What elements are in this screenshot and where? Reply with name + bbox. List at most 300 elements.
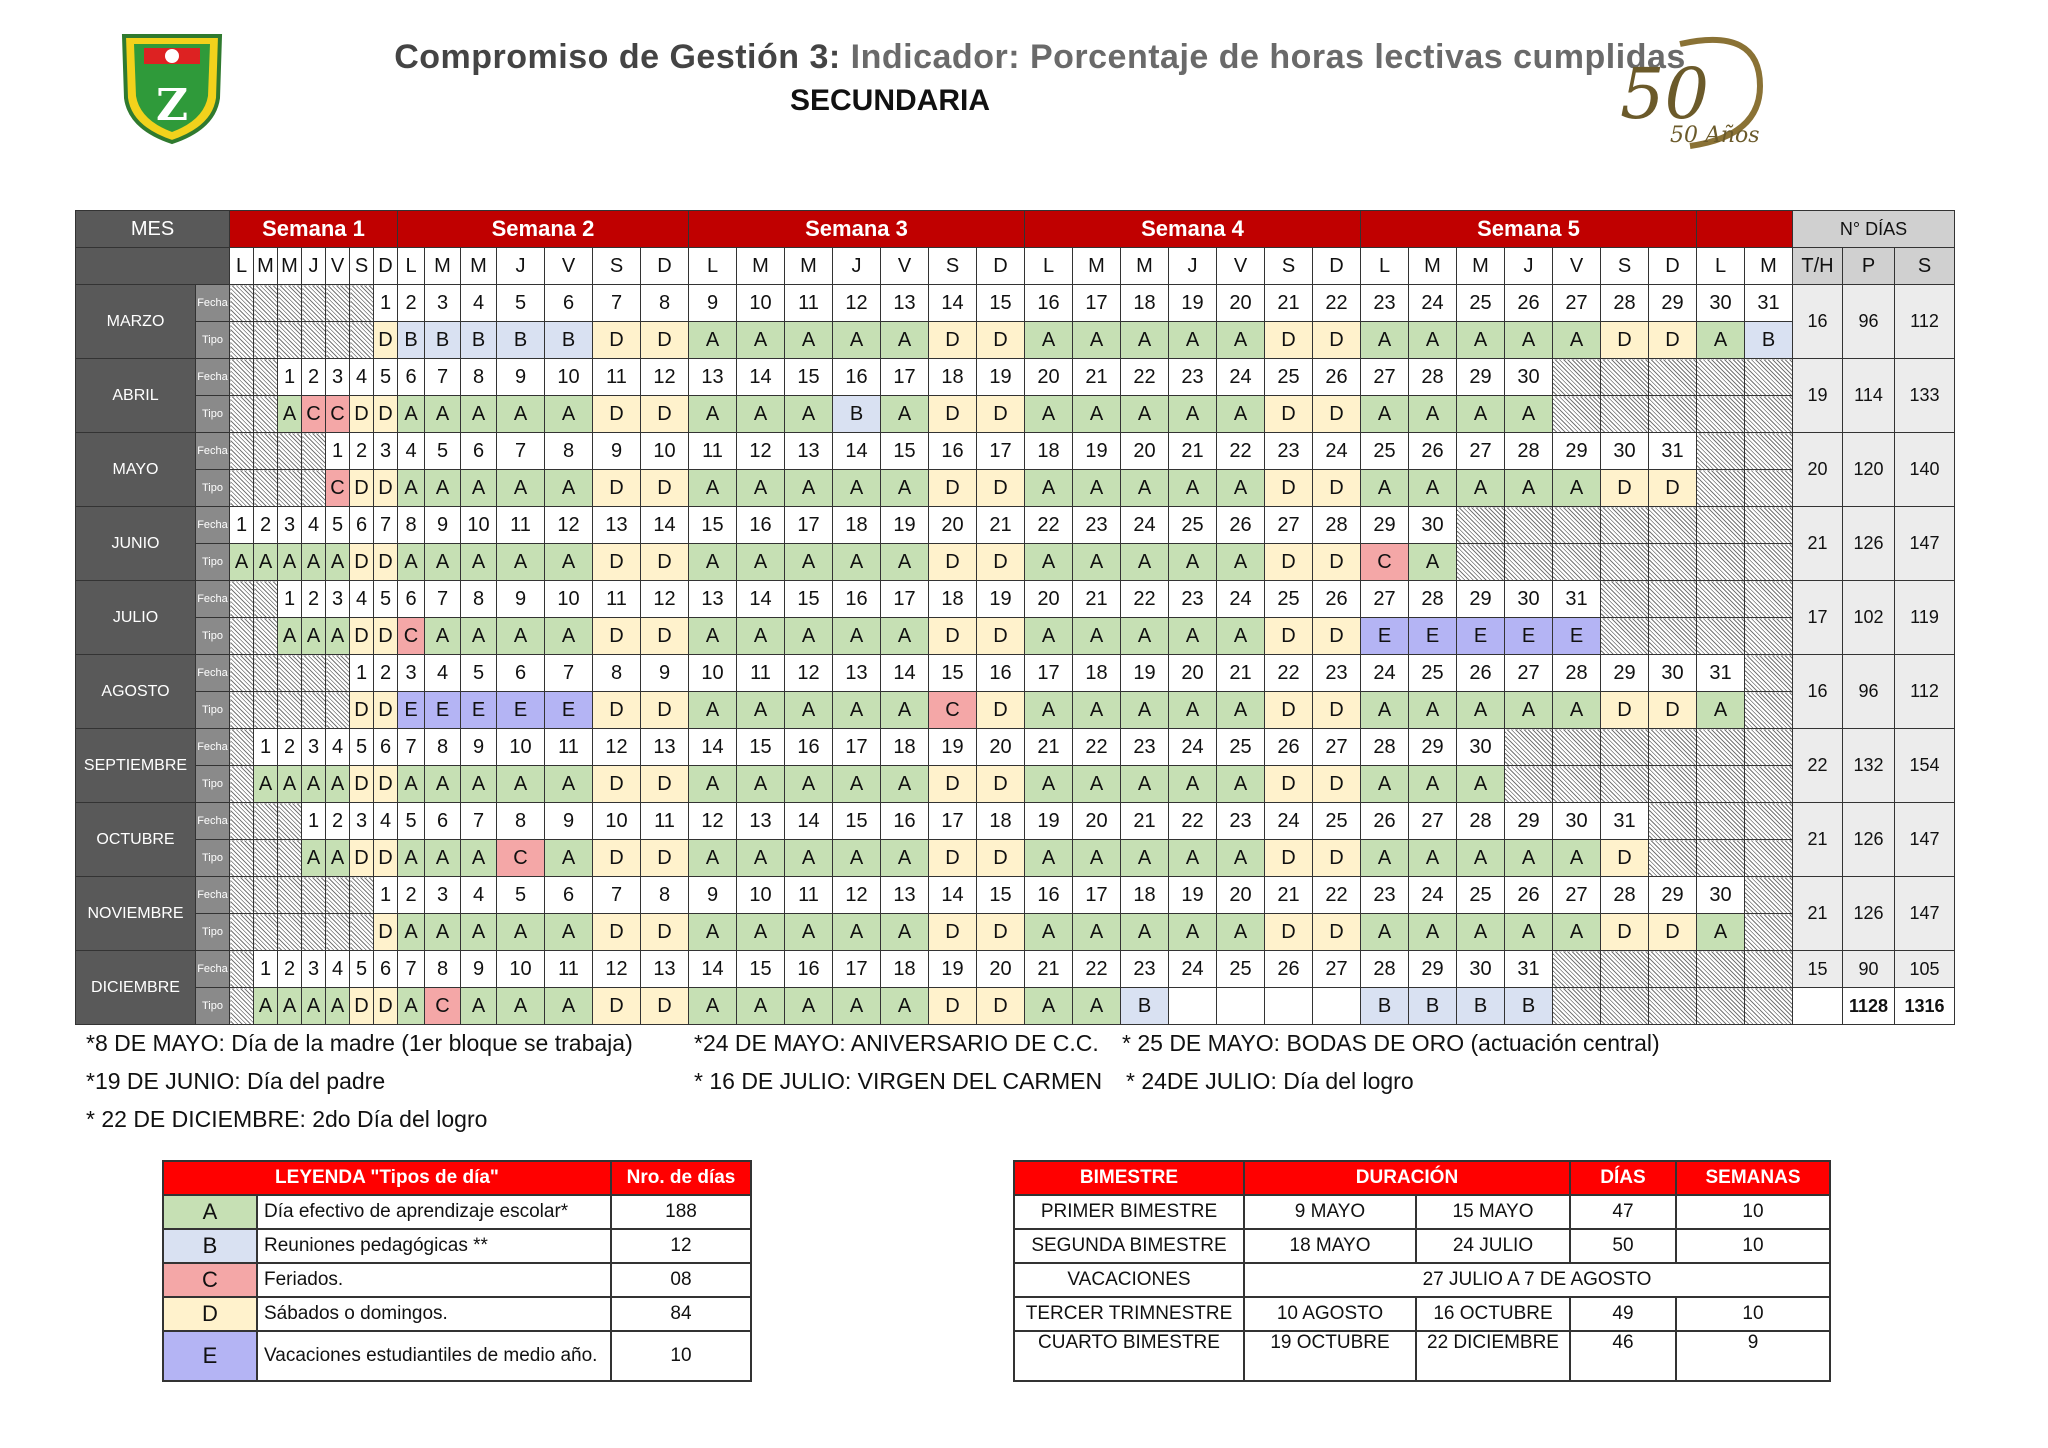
day-type: D xyxy=(593,470,641,507)
day-letter: M xyxy=(1457,248,1505,285)
empty-day xyxy=(230,951,254,988)
day-number: 22 xyxy=(1121,581,1169,618)
empty-day xyxy=(230,470,254,507)
day-number: 2 xyxy=(278,729,302,766)
day-number: 2 xyxy=(350,433,374,470)
day-number: 20 xyxy=(1025,581,1073,618)
day-type: D xyxy=(977,618,1025,655)
day-number: 29 xyxy=(1505,803,1553,840)
empty-day xyxy=(1745,729,1793,766)
day-type: B xyxy=(833,396,881,433)
day-type: E xyxy=(398,692,425,729)
day-type: D xyxy=(929,840,977,877)
tipo-label: Tipo xyxy=(196,766,230,803)
note: *8 DE MAYO: Día de la madre (1er bloque se trabaja) xyxy=(86,1030,633,1056)
day-number: 10 xyxy=(497,951,545,988)
day-number: 12 xyxy=(641,359,689,396)
day-number: 9 xyxy=(461,729,497,766)
legend-header: LEYENDA "Tipos de día" xyxy=(163,1161,611,1195)
day-number: 20 xyxy=(977,951,1025,988)
empty-day xyxy=(230,322,254,359)
day-type: A xyxy=(398,840,425,877)
bim-name: CUARTO BIMESTRE xyxy=(1014,1331,1244,1381)
day-number: 15 xyxy=(977,877,1025,914)
day-number: 11 xyxy=(785,877,833,914)
day-type: A xyxy=(1073,840,1121,877)
day-type: D xyxy=(929,322,977,359)
day-type: D xyxy=(929,988,977,1025)
total-p: 114 xyxy=(1843,359,1895,433)
day-number: 12 xyxy=(833,285,881,322)
day-number: 16 xyxy=(1025,877,1073,914)
day-number: 12 xyxy=(593,951,641,988)
day-type: A xyxy=(1025,914,1073,951)
day-number: 14 xyxy=(737,581,785,618)
day-number: 3 xyxy=(302,729,326,766)
day-type: A xyxy=(1409,914,1457,951)
bim-from: 9 MAYO xyxy=(1244,1195,1416,1229)
week-header: Semana 3 xyxy=(689,211,1025,248)
day-number: 1 xyxy=(254,951,278,988)
empty-day xyxy=(254,396,278,433)
day-type: D xyxy=(929,766,977,803)
day-type: A xyxy=(425,914,461,951)
tipo-label: Tipo xyxy=(196,988,230,1025)
day-number: 30 xyxy=(1601,433,1649,470)
total-p: 96 xyxy=(1843,285,1895,359)
day-type: A xyxy=(398,914,425,951)
day-number: 22 xyxy=(1217,433,1265,470)
day-number: 15 xyxy=(833,803,881,840)
legend-count: 08 xyxy=(611,1263,751,1297)
day-type: A xyxy=(785,396,833,433)
day-number: 18 xyxy=(1025,433,1073,470)
day-type: A xyxy=(1217,692,1265,729)
day-type: D xyxy=(374,840,398,877)
day-number: 22 xyxy=(1073,729,1121,766)
day-type: B xyxy=(461,322,497,359)
day-type: A xyxy=(1361,766,1409,803)
day-type: A xyxy=(398,544,425,581)
day-letter: L xyxy=(1025,248,1073,285)
day-number: 4 xyxy=(326,951,350,988)
day-number: 5 xyxy=(497,877,545,914)
day-type: A xyxy=(398,988,425,1025)
day-number: 28 xyxy=(1409,359,1457,396)
note: * 16 DE JULIO: VIRGEN DEL CARMEN xyxy=(694,1068,1103,1094)
day-number: 19 xyxy=(1025,803,1073,840)
day-letter: S xyxy=(350,248,374,285)
empty-day xyxy=(1553,507,1601,544)
day-type: D xyxy=(1265,840,1313,877)
day-type: D xyxy=(1313,618,1361,655)
day-type: A xyxy=(1505,840,1553,877)
day-type: A xyxy=(689,396,737,433)
day-number: 21 xyxy=(1265,285,1313,322)
day-number: 29 xyxy=(1649,877,1697,914)
day-type: D xyxy=(929,914,977,951)
empty-day xyxy=(1745,359,1793,396)
day-type: E xyxy=(1361,618,1409,655)
total-s: 147 xyxy=(1895,803,1955,877)
tipo-label: Tipo xyxy=(196,914,230,951)
day-number: 22 xyxy=(1265,655,1313,692)
day-type: A xyxy=(545,544,593,581)
day-type: B xyxy=(1409,988,1457,1025)
day-type: D xyxy=(929,396,977,433)
empty-day xyxy=(278,803,302,840)
bim-header: SEMANAS xyxy=(1676,1161,1830,1195)
day-type: A xyxy=(881,618,929,655)
day-type: A xyxy=(833,544,881,581)
day-type: A xyxy=(1409,322,1457,359)
day-number: 12 xyxy=(785,655,833,692)
bimestre-table xyxy=(1013,1160,1831,1382)
month-name: OCTUBRE xyxy=(76,803,196,877)
day-number: 31 xyxy=(1601,803,1649,840)
empty-day xyxy=(254,914,278,951)
day-number: 9 xyxy=(425,507,461,544)
day-type: D xyxy=(350,470,374,507)
legend-label: Feriados. xyxy=(257,1263,611,1297)
day-number: 24 xyxy=(1361,655,1409,692)
day-type: A xyxy=(1073,988,1121,1025)
day-number: 8 xyxy=(461,359,497,396)
fecha-label: Fecha xyxy=(196,951,230,988)
day-number: 8 xyxy=(425,951,461,988)
day-type: A xyxy=(425,544,461,581)
day-number: 24 xyxy=(1217,359,1265,396)
day-type: D xyxy=(350,988,374,1025)
day-type: D xyxy=(374,914,398,951)
day-type: A xyxy=(302,988,326,1025)
legend-label: Reuniones pedagógicas ** xyxy=(257,1229,611,1263)
day-number: 5 xyxy=(461,655,497,692)
day-number: 4 xyxy=(425,655,461,692)
day-number: 26 xyxy=(1265,951,1313,988)
day-number: 10 xyxy=(641,433,689,470)
day-number: 9 xyxy=(689,877,737,914)
title-rest: Indicador: Porcentaje de horas lectivas cumplidas xyxy=(850,38,1686,76)
day-type: A xyxy=(1121,396,1169,433)
note: *24 DE MAYO: ANIVERSARIO DE C.C. xyxy=(694,1030,1099,1056)
day-number: 17 xyxy=(1073,877,1121,914)
day-type: D xyxy=(1313,766,1361,803)
day-number: 28 xyxy=(1361,951,1409,988)
day-type-empty xyxy=(1313,988,1361,1025)
empty-day xyxy=(230,655,254,692)
empty-day xyxy=(278,285,302,322)
day-letter: M xyxy=(425,248,461,285)
day-number: 3 xyxy=(425,285,461,322)
day-type: A xyxy=(461,766,497,803)
day-type: A xyxy=(1217,840,1265,877)
bim-from: 10 AGOSTO xyxy=(1244,1297,1416,1331)
day-type: A xyxy=(326,988,350,1025)
day-number: 21 xyxy=(1025,729,1073,766)
day-type: A xyxy=(1361,322,1409,359)
day-number: 27 xyxy=(1553,285,1601,322)
day-number: 17 xyxy=(881,359,929,396)
day-type: A xyxy=(1025,618,1073,655)
day-number: 19 xyxy=(977,581,1025,618)
day-type: A xyxy=(326,840,350,877)
day-type: A xyxy=(1217,544,1265,581)
day-number: 16 xyxy=(833,581,881,618)
ndias-header: N° DÍAS xyxy=(1793,211,1955,248)
day-type: A xyxy=(881,396,929,433)
day-type: D xyxy=(374,988,398,1025)
day-type: B xyxy=(1745,322,1793,359)
day-number: 14 xyxy=(689,951,737,988)
total-th: 17 xyxy=(1793,581,1843,655)
day-number: 30 xyxy=(1553,803,1601,840)
total-th: 15 xyxy=(1793,951,1843,988)
day-number: 11 xyxy=(641,803,689,840)
school-crest-logo xyxy=(118,28,226,146)
day-number: 21 xyxy=(1073,581,1121,618)
day-type: A xyxy=(737,396,785,433)
day-number: 26 xyxy=(1361,803,1409,840)
day-letter: J xyxy=(302,248,326,285)
empty-day xyxy=(1649,544,1697,581)
day-number: 5 xyxy=(350,951,374,988)
day-number: 30 xyxy=(1409,507,1457,544)
day-number: 24 xyxy=(1217,581,1265,618)
day-type: A xyxy=(1457,914,1505,951)
day-type: D xyxy=(1601,840,1649,877)
day-type: A xyxy=(833,988,881,1025)
day-type: D xyxy=(641,322,689,359)
day-number: 8 xyxy=(461,581,497,618)
day-number: 12 xyxy=(833,877,881,914)
empty-day xyxy=(278,655,302,692)
day-number: 10 xyxy=(545,359,593,396)
total-s: 133 xyxy=(1895,359,1955,433)
day-type: A xyxy=(1505,396,1553,433)
month-name: NOVIEMBRE xyxy=(76,877,196,951)
day-type: A xyxy=(1505,692,1553,729)
day-number: 5 xyxy=(398,803,425,840)
day-number: 15 xyxy=(881,433,929,470)
total-p: 90 xyxy=(1843,951,1895,988)
day-type: A xyxy=(326,544,350,581)
day-number: 21 xyxy=(1169,433,1217,470)
empty-day xyxy=(278,433,302,470)
day-type: A xyxy=(737,914,785,951)
anniversary-50-logo xyxy=(1610,26,1770,154)
day-number: 18 xyxy=(881,729,929,766)
day-letter: S xyxy=(593,248,641,285)
day-number: 11 xyxy=(497,507,545,544)
empty-day xyxy=(1601,544,1649,581)
day-type: A xyxy=(881,692,929,729)
day-type: A xyxy=(278,396,302,433)
fecha-label: Fecha xyxy=(196,729,230,766)
day-number: 7 xyxy=(497,433,545,470)
day-type: D xyxy=(593,322,641,359)
empty-day xyxy=(350,914,374,951)
day-number: 5 xyxy=(374,359,398,396)
day-type: A xyxy=(461,544,497,581)
day-type: D xyxy=(374,766,398,803)
day-number: 25 xyxy=(1217,729,1265,766)
day-number: 27 xyxy=(1265,507,1313,544)
day-number: 6 xyxy=(374,951,398,988)
empty-day xyxy=(1601,581,1649,618)
day-number: 26 xyxy=(1265,729,1313,766)
day-type: A xyxy=(1361,914,1409,951)
day-type: A xyxy=(785,544,833,581)
day-number: 11 xyxy=(689,433,737,470)
note: *19 DE JUNIO: Día del padre xyxy=(86,1068,386,1094)
day-number: 4 xyxy=(398,433,425,470)
empty-day xyxy=(1697,618,1745,655)
day-type: A xyxy=(833,322,881,359)
bim-header: DÍAS xyxy=(1570,1161,1676,1195)
day-number: 16 xyxy=(977,655,1025,692)
day-number: 18 xyxy=(833,507,881,544)
day-type: A xyxy=(545,988,593,1025)
day-number: 23 xyxy=(1361,877,1409,914)
empty-day xyxy=(1697,581,1745,618)
empty-day xyxy=(302,433,326,470)
day-number: 19 xyxy=(1169,285,1217,322)
empty-day xyxy=(1745,877,1793,914)
day-type: D xyxy=(350,840,374,877)
empty-day xyxy=(1553,988,1601,1025)
empty-day xyxy=(326,285,350,322)
day-type: A xyxy=(461,618,497,655)
day-number: 27 xyxy=(1457,433,1505,470)
legend-code: E xyxy=(163,1331,257,1381)
day-number: 27 xyxy=(1553,877,1601,914)
day-number: 20 xyxy=(1025,359,1073,396)
day-number: 6 xyxy=(425,803,461,840)
day-number: 16 xyxy=(785,729,833,766)
totals-header: T/H xyxy=(1793,248,1843,285)
week-header: Semana 2 xyxy=(398,211,689,248)
day-number: 1 xyxy=(278,581,302,618)
day-number: 26 xyxy=(1217,507,1265,544)
day-type: A xyxy=(254,766,278,803)
day-number: 21 xyxy=(977,507,1025,544)
day-type: A xyxy=(881,544,929,581)
day-type: B xyxy=(1361,988,1409,1025)
empty-day xyxy=(350,877,374,914)
day-number: 10 xyxy=(593,803,641,840)
day-type: A xyxy=(833,470,881,507)
day-type: A xyxy=(1121,840,1169,877)
day-type: C xyxy=(425,988,461,1025)
day-type: A xyxy=(1457,322,1505,359)
empty-day xyxy=(302,914,326,951)
day-number: 24 xyxy=(1409,877,1457,914)
day-number: 11 xyxy=(737,655,785,692)
legend-label: Día efectivo de aprendizaje escolar* xyxy=(257,1195,611,1229)
day-number: 16 xyxy=(929,433,977,470)
day-letter: D xyxy=(641,248,689,285)
day-type: A xyxy=(545,840,593,877)
day-type: A xyxy=(230,544,254,581)
legend-code: B xyxy=(163,1229,257,1263)
day-type: A xyxy=(689,322,737,359)
day-number: 30 xyxy=(1457,729,1505,766)
day-number: 13 xyxy=(689,359,737,396)
day-number: 2 xyxy=(302,581,326,618)
day-number: 25 xyxy=(1313,803,1361,840)
day-number: 19 xyxy=(929,951,977,988)
day-type: D xyxy=(1601,322,1649,359)
day-type: A xyxy=(1073,692,1121,729)
day-number: 27 xyxy=(1361,359,1409,396)
day-letter: J xyxy=(1169,248,1217,285)
empty-day xyxy=(230,396,254,433)
bim-name: TERCER TRIMNESTRE xyxy=(1014,1297,1244,1331)
month-name: SEPTIEMBRE xyxy=(76,729,196,803)
day-number: 9 xyxy=(497,581,545,618)
day-number: 30 xyxy=(1697,285,1745,322)
total-s: 147 xyxy=(1895,507,1955,581)
day-type: A xyxy=(785,618,833,655)
day-type: A xyxy=(302,544,326,581)
day-type: A xyxy=(1361,396,1409,433)
day-type: D xyxy=(1313,396,1361,433)
day-number: 1 xyxy=(374,285,398,322)
day-number: 3 xyxy=(326,359,350,396)
bim-from: 19 OCTUBRE xyxy=(1244,1331,1416,1381)
day-type: B xyxy=(497,322,545,359)
day-type: A xyxy=(1553,470,1601,507)
day-letter: V xyxy=(1553,248,1601,285)
empty-day xyxy=(1553,729,1601,766)
bim-header: BIMESTRE xyxy=(1014,1161,1244,1195)
day-type: B xyxy=(545,322,593,359)
day-type: D xyxy=(977,840,1025,877)
day-type: D xyxy=(1313,840,1361,877)
day-type: A xyxy=(689,470,737,507)
day-type: A xyxy=(497,544,545,581)
empty-day xyxy=(254,433,278,470)
empty-day xyxy=(1505,729,1553,766)
day-type: A xyxy=(425,766,461,803)
day-type: A xyxy=(545,914,593,951)
day-type: A xyxy=(1073,470,1121,507)
day-number: 11 xyxy=(545,729,593,766)
day-type: A xyxy=(737,470,785,507)
total-s: 112 xyxy=(1895,655,1955,729)
total-s: 105 xyxy=(1895,951,1955,988)
day-type: A xyxy=(461,840,497,877)
empty-day xyxy=(1745,803,1793,840)
day-type: D xyxy=(350,618,374,655)
day-number: 2 xyxy=(302,359,326,396)
day-type-empty xyxy=(1265,988,1313,1025)
day-number: 17 xyxy=(977,433,1025,470)
empty-day xyxy=(1697,470,1745,507)
day-type: C xyxy=(326,470,350,507)
day-number: 30 xyxy=(1457,951,1505,988)
day-type: A xyxy=(785,766,833,803)
day-number: 23 xyxy=(1361,285,1409,322)
day-type: D xyxy=(641,840,689,877)
empty-day xyxy=(230,840,254,877)
day-number: 11 xyxy=(593,359,641,396)
day-number: 25 xyxy=(1265,359,1313,396)
day-type: A xyxy=(1553,322,1601,359)
day-number: 30 xyxy=(1505,581,1553,618)
empty-day xyxy=(230,285,254,322)
